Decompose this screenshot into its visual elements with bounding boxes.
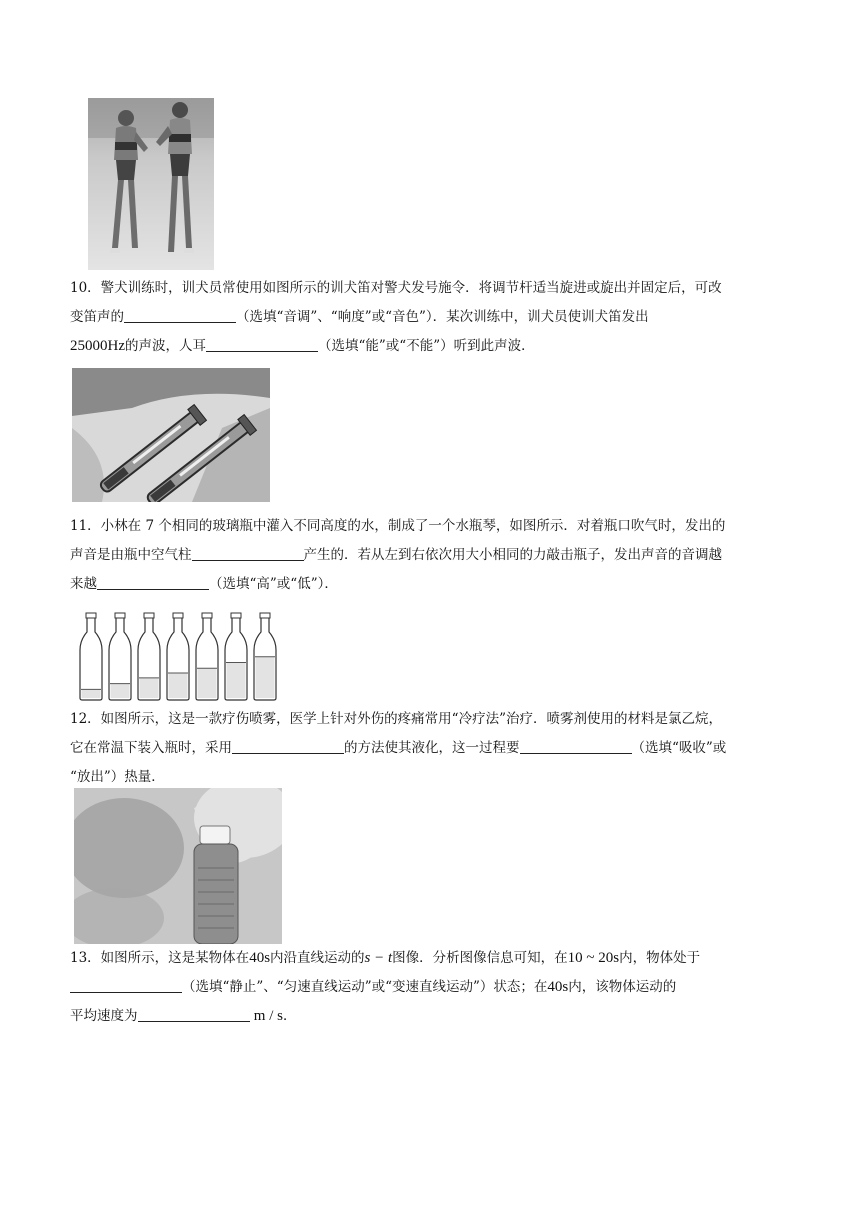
bottle-1 [80, 613, 102, 700]
answer-blank[interactable] [192, 545, 304, 561]
time-range-value: 10 ~ 20s [567, 950, 620, 966]
question-text: 内沿直线运动的 [270, 950, 365, 966]
water-bottles-drawing [74, 610, 284, 702]
duration-value: 40s [547, 979, 569, 995]
question-text: （选填“静止”、“匀速直线运动”或“变速直线运动”）状态；在 [182, 979, 548, 995]
question-text: （选填“吸收”或 [631, 740, 727, 756]
question-text: 图像．分析图像信息可知，在 [392, 950, 568, 966]
question-text: 变笛声的 [70, 309, 124, 325]
question-text: （选填“能”或“不能”）听到此声波． [318, 338, 535, 354]
question-10 [70, 274, 792, 361]
question-11 [70, 512, 792, 599]
answer-blank[interactable] [206, 336, 318, 352]
question-text: 12．如图所示，这是一款疗伤喷雾，医学上针对外伤的疼痛常用“冷疗法”治疗．喷雾剂使用的材料是氯乙烷， [70, 711, 722, 727]
question-text: 内，该物体运动的 [568, 979, 677, 995]
question-text: 平均速度为 [70, 1008, 138, 1024]
answer-blank[interactable] [232, 738, 344, 754]
question-text: （选填“音调”、“响度”或“音色”）．某次训练中，训犬员使训犬笛发出 [236, 309, 649, 325]
answer-blank[interactable] [520, 738, 632, 754]
answer-blank[interactable] [124, 307, 236, 323]
bottle-4 [167, 613, 189, 700]
answer-blank[interactable] [97, 574, 209, 590]
dog-whistles-photo [72, 368, 270, 502]
water-level [111, 684, 130, 698]
question-text: ． [282, 1008, 297, 1024]
question-text: 的声波，人耳 [125, 338, 206, 354]
question-13 [70, 944, 792, 1031]
bottle-3 [138, 613, 160, 700]
frequency-value: 25000Hz [70, 338, 125, 354]
question-text: 10．警犬训练时，训犬员常使用如图所示的训犬笛对警犬发号施令．将调节杆适当旋进或旋出并固定后，可改 [70, 280, 722, 296]
bottle-6 [225, 613, 247, 700]
answer-blank[interactable] [138, 1006, 250, 1022]
question-text: 它在常温下装入瓶时，采用 [70, 740, 232, 756]
water-level [227, 662, 246, 698]
duration-value: 40s [249, 950, 271, 966]
question-text: 来越 [70, 576, 97, 592]
water-level [169, 673, 188, 698]
answer-blank[interactable] [70, 977, 182, 993]
unit-label: m / s [253, 1008, 283, 1024]
question-text: 的方法使其液化，这一过程要 [344, 740, 520, 756]
water-level [82, 689, 101, 698]
question-text: （选填“高”或“低”）． [209, 576, 338, 592]
bottle-5 [196, 613, 218, 700]
race-walkers-photo [88, 98, 214, 270]
spray-can-photo [74, 788, 282, 944]
water-level [256, 657, 275, 698]
water-level [140, 678, 159, 698]
st-graph-label: s − t [364, 950, 393, 966]
question-text: 声音是由瓶中空气柱 [70, 547, 192, 563]
bottle-2 [109, 613, 131, 700]
water-level [198, 668, 217, 698]
question-12 [70, 705, 792, 792]
question-text: 11．小林在 7 个相同的玻璃瓶中灌入不同高度的水，制成了一个水瓶琴，如图所示．对着瓶口吹气时，发出的 [70, 518, 726, 534]
question-text: 内，物体处于 [619, 950, 701, 966]
question-text: 产生的．若从左到右依次用大小相同的力敲击瓶子，发出声音的音调越 [303, 547, 722, 563]
bottle-7 [254, 613, 276, 700]
question-text: “放出”）热量． [70, 769, 165, 785]
question-text: 13．如图所示，这是某物体在 [70, 950, 250, 966]
